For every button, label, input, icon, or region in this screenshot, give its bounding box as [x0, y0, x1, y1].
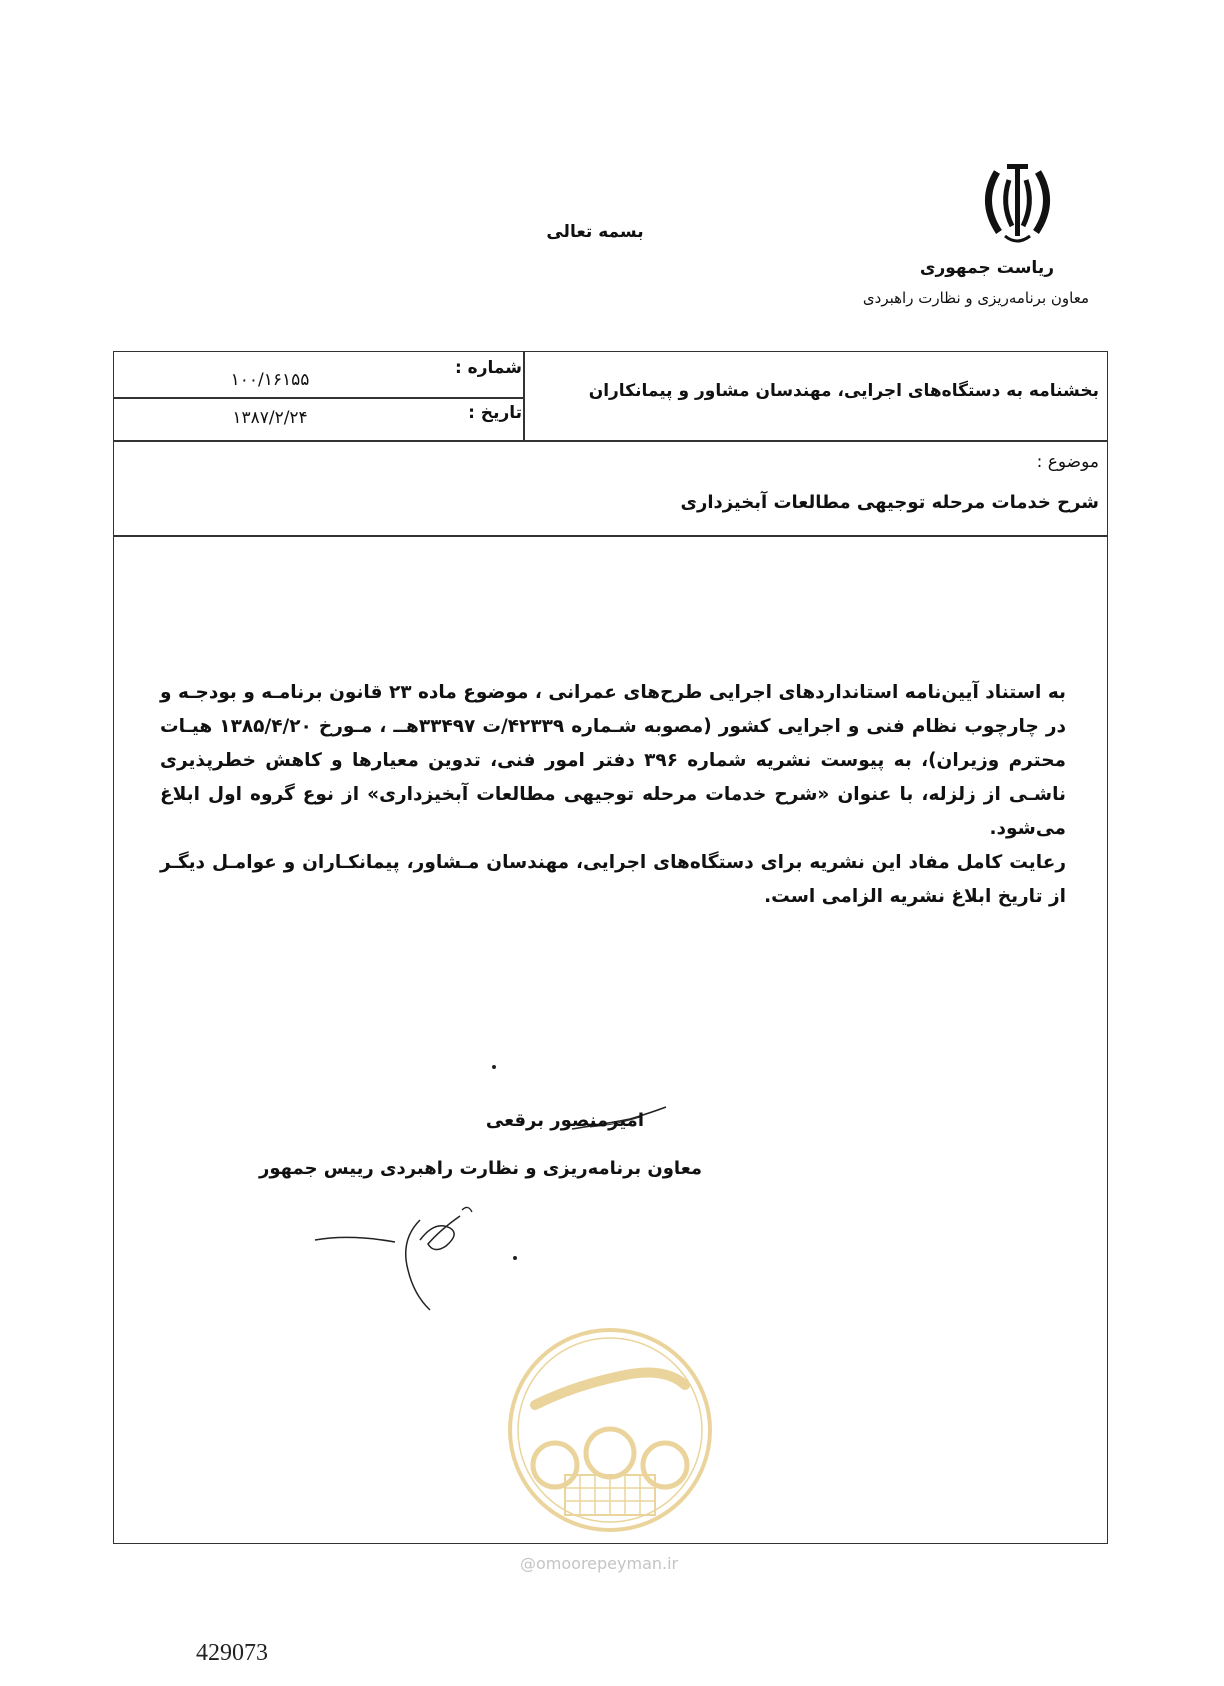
- bismillah-heading: بسمه تعالی: [546, 222, 644, 242]
- document-number: 429073: [196, 1640, 268, 1666]
- body-paragraph: به استناد آیین‌نامه استانداردهای اجرایی طرح‌های عمرانی ، موضوع ماده ۲۳ قانون برنامـه و بودجـه و در چارچوب نظام فنی و اجرایی کشور (مصوبه شـماره ۴۲۳۳۹/ت ۳۳۴۹۷هــ ، مـورخ ۱۳۸۵/۴/۲۰ هیـات محترم وزیران)، به پیوست نشریه شماره ۳۹۶ دفتر امور فنی، تدوین معیارها و کاهش خطرپذیری ناشـی از زلزله، با عنوان «شرح خدمات مرحله توجیهی مطالعات آبخیزداری» از نوع گروه اول ابلاغ می‌شود.: [160, 682, 1066, 839]
- ink-dot: [492, 1065, 496, 1069]
- number-value: ۱۰۰/۱۶۱۵۵: [230, 370, 310, 390]
- signer-name: امیرمنصور برقعی: [485, 1110, 644, 1131]
- organization-name: ریاست جمهوری: [919, 258, 1054, 278]
- table-divider: [113, 440, 1108, 442]
- handwritten-signature: [310, 1200, 490, 1320]
- date-value: ۱۳۸۷/۲/۲۴: [232, 408, 308, 428]
- body-paragraph: رعایت کامل مفاد این نشریه برای دستگاه‌های اجرایی، مهندسان مـشاور، پیمانکـاران و عوامـل دیگـر از تاریخ ابلاغ نشریه الزامی است.: [160, 852, 1066, 907]
- number-label: شماره :: [454, 358, 522, 378]
- table-divider: [523, 351, 525, 441]
- table-divider: [113, 535, 1108, 537]
- signer-title: معاون برنامه‌ریزی و نظارت راهبردی رییس جمهور: [258, 1158, 702, 1179]
- ink-dot: [513, 1256, 517, 1260]
- website-watermark: @omoorepeyman.ir: [520, 1554, 679, 1573]
- date-label: تاریخ :: [468, 403, 522, 423]
- organization-subtitle: معاون برنامه‌ریزی و نظارت راهبردی: [862, 289, 1089, 307]
- addressee-text: بخشنامه به دستگاه‌های اجرایی، مهندسان مشاور و پیمانکاران: [588, 381, 1099, 401]
- subject-label: موضوع :: [1036, 452, 1099, 472]
- seal-stamp: [505, 1325, 715, 1535]
- emblem-logo: [975, 160, 1060, 245]
- table-divider: [113, 397, 523, 399]
- letter-body: [160, 676, 1066, 914]
- subject-text: شرح خدمات مرحله توجیهی مطالعات آبخیزداری: [680, 492, 1099, 513]
